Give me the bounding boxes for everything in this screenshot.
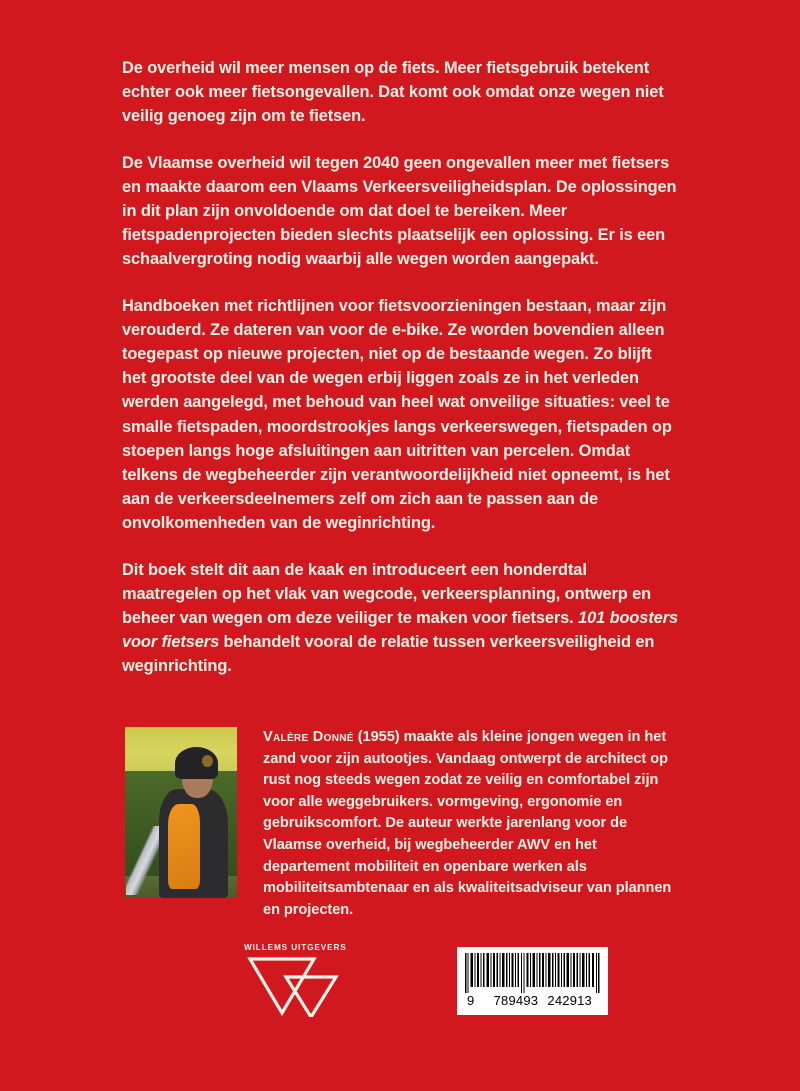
author-name: Valère Donné	[263, 729, 354, 745]
book-title-italic: 101 boosters voor fietsers	[122, 609, 678, 652]
blurb-paragraph-3: Handboeken met richtlijnen voor fietsvoorzieningen bestaan, maar zijn verouderd. Ze dateren van voor de e-bike. Ze worden bovendien alleen toegepast op nieuwe projecten, niet op de bestaande wegen. Zo blijft het grootste deel van de wegen erbij liggen zoals ze in het verleden werden aangelegd, met behoud van heel wat onveilige situaties: veel te smalle fietspaden, moordstrookjes langs verkeerswegen, fietspaden op stoepen langs hoge afsluitingen aan uitritten van percelen. Omdat telkens de wegbeheerder zijn verantwoordelijkheid niet opneemt, is het aan de verkeersdeelnemers zelf om zich aan te passen aan de onvolkomenheden van de weginrichting.	[122, 296, 672, 533]
photo-person	[159, 751, 228, 898]
author-bio-text: maakte als kleine jongen wegen in het zand voor zijn autootjes. Vandaag ontwerpt de architect op rust nog steeds wegen zodat ze veilig en comfortabel zijn voor alle weggebruikers. vormgeving, ergonomie en gebruikscomfort. De auteur werkte jarenlang voor de Vlaamse overheid, bij wegbeheerder AWV en het departement mobiliteit en openbare werken als mobiliteitsambtenaar en als kwaliteitsadviseur van plannen en projecten.	[263, 729, 672, 918]
author-block	[125, 727, 681, 921]
isbn-barcode	[457, 947, 608, 1015]
barcode-bars-icon	[465, 953, 600, 993]
barcode-group-right: 242913	[547, 993, 592, 1008]
blurb-paragraph-4	[122, 558, 678, 679]
blurb-paragraph-4-lead: Dit boek stelt dit aan de kaak en introduceert een honderdtal maatregelen op het vlak van wegcode, verkeersplanning, ontwerp en beheer van wegen om deze veiliger te maken voor fietsers.	[122, 560, 652, 628]
publisher-logo	[244, 943, 347, 1018]
blurb-paragraph-2: De Vlaamse overheid wil tegen 2040 geen ongevallen meer met fietsers en maakte daarom een Vlaams Verkeersveiligheidsplan. De oplossingen in dit plan zijn onvoldoende om dat doel te bereiken. Meer fietspadenprojecten bieden slechts plaatselijk een oplossing. Er is een schaalvergroting nodig waarbij alle wegen worden aangepakt.	[122, 153, 677, 269]
author-bio	[237, 727, 681, 921]
author-photo	[125, 727, 237, 898]
author-birth-year: (1955)	[357, 729, 400, 745]
blurb-paragraph-4-tail: behandelt vooral de relatie tussen verkeersveiligheid en weginrichting.	[122, 633, 655, 676]
publisher-triangles-icon	[244, 955, 340, 1017]
publisher-wordmark: WILLEMS UITGEVERS	[244, 943, 347, 952]
blurb-paragraph-1: De overheid wil meer mensen op de fiets. Meer fietsgebruik betekent echter ook meer fietsongevallen. Dat komt ook omdat onze wegen niet veilig genoeg zijn om te fietsen.	[122, 59, 664, 126]
barcode-digit-first: 9	[467, 993, 475, 1008]
barcode-digits	[465, 993, 600, 1008]
barcode-group-left: 789493	[493, 993, 539, 1008]
photo-helmet	[175, 747, 218, 779]
blurb-text-block	[122, 56, 678, 679]
photo-orange-vest	[168, 804, 200, 889]
